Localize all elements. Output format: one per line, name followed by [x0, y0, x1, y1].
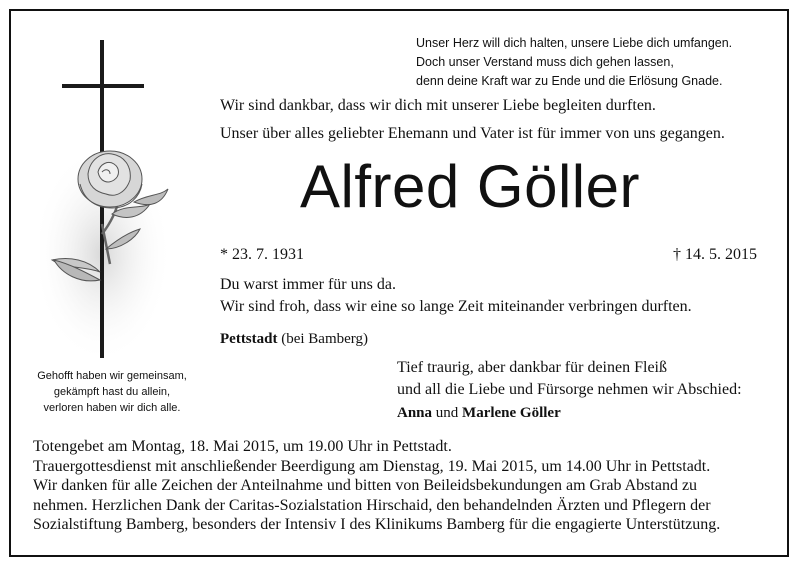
poem-verse	[416, 34, 732, 91]
footer-line: nehmen. Herzlichen Dank der Caritas-Sozialstation Hirschaid, den behandelnden Ärzten und Pflegern der	[33, 496, 711, 514]
intro-line: Unser über alles geliebter Ehemann und Vater ist für immer von uns gegangen.	[220, 125, 725, 142]
footer-line: Sozialstiftung Bamberg, besonders der Intensiv I des Klinikums Bamberg für die engagierte Unterstützung.	[33, 516, 721, 533]
remembrance-line: Du warst immer für uns da.	[220, 276, 396, 293]
deceased-name: Alfred Göller	[300, 153, 640, 220]
side-verse-line: Gehofft haben wir gemeinsam,	[37, 370, 187, 382]
poem-line: denn deine Kraft war zu Ende und die Erlösung Gnade.	[416, 74, 723, 88]
footer-line: Totengebet am Montag, 18. Mai 2015, um 19.00 Uhr in Pettstadt.	[33, 438, 452, 455]
poem-line: Unser Herz will dich halten, unsere Liebe dich umfangen.	[416, 36, 733, 50]
place-line	[220, 328, 368, 350]
birth-date: * 23. 7. 1931	[220, 246, 304, 263]
side-verse-line: verloren haben wir dich alle.	[43, 402, 181, 414]
poem-line: Doch unser Verstand muss dich gehen lassen,	[416, 55, 674, 69]
farewell-text	[397, 357, 742, 401]
place-town: Pettstadt	[220, 331, 278, 347]
farewell-line: Tief traurig, aber dankbar für deinen Fleiß	[397, 359, 667, 376]
service-details	[33, 437, 720, 535]
mourner-conjunction: und	[435, 405, 459, 421]
intro-line: Wir sind dankbar, dass wir dich mit unserer Liebe begleiten durften.	[220, 97, 656, 114]
footer-line: Wir danken für alle Zeichen der Anteilnahme und bitten von Beileidsbekundungen am Grab Abstand zu	[33, 477, 698, 494]
farewell-line: und all die Liebe und Fürsorge nehmen wir Abschied:	[397, 381, 742, 398]
side-verse-line: gekämpft hast du allein,	[53, 386, 171, 398]
cross-and-rose-illustration	[40, 34, 210, 364]
death-date: † 14. 5. 2015	[673, 246, 757, 263]
remembrance-text	[220, 274, 692, 318]
mourner-second: Marlene Göller	[462, 405, 561, 421]
mourner-first: Anna	[397, 405, 433, 421]
intro-text	[220, 95, 725, 145]
remembrance-line: Wir sind froh, dass wir eine so lange Zeit miteinander verbringen durften.	[220, 298, 692, 315]
mourners-line	[397, 402, 561, 424]
footer-line: Trauergottesdienst mit anschließender Beerdigung am Dienstag, 19. Mai 2015, um 14.00 Uhr in Pettstadt.	[33, 457, 711, 475]
side-verse	[28, 368, 196, 416]
place-note: (bei Bamberg)	[281, 331, 369, 347]
